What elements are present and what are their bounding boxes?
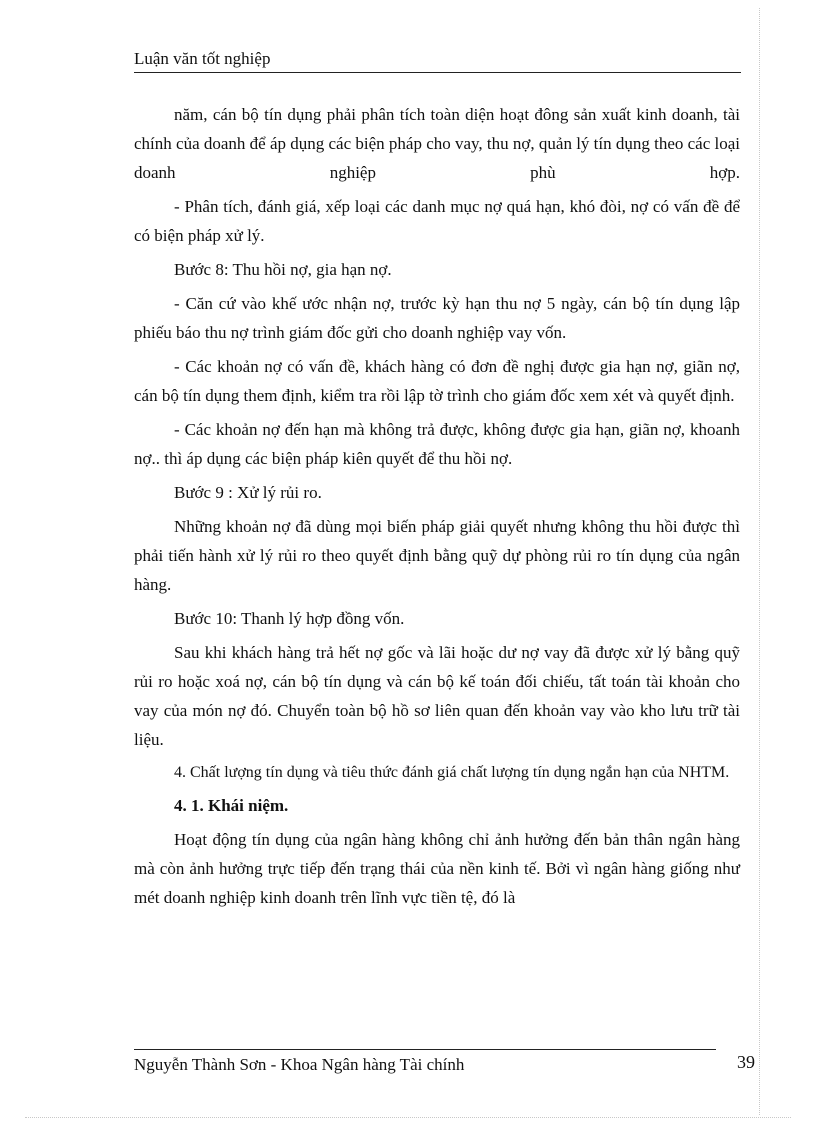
page-edge-right <box>759 8 763 1115</box>
paragraph: - Các khoản nợ đến hạn mà không trả được, không được gia hạn, giãn nợ, khoanh nợ.. thì áp dụng các biện pháp kiên quyết để thu hồi nợ. <box>134 420 740 468</box>
step-heading: Bước 10: Thanh lý hợp đồng vốn. <box>174 609 405 628</box>
footer-divider <box>134 1049 716 1050</box>
page-number: 39 <box>737 1052 755 1072</box>
page-body <box>134 100 740 917</box>
footer-author: Nguyễn Thành Sơn - Khoa Ngân hàng Tài chính <box>134 1055 465 1074</box>
subsection-heading: 4. 1. Khái niệm. <box>174 796 289 815</box>
paragraph: - Căn cứ vào khế ước nhận nợ, trước kỳ hạn thu nợ 5 ngày, cán bộ tín dụng lập phiếu báo thu nợ trình giám đốc gửi cho doanh nghiệp vay vốn. <box>134 294 740 342</box>
step-heading: Bước 9 : Xử lý rủi ro. <box>174 483 322 502</box>
paragraph: Những khoản nợ đã dùng mọi biến pháp giải quyết nhưng không thu hồi được thì phải tiến hành xử lý rủi ro theo quyết định bằng quỹ dự phòng rủi ro tín dụng của ngân hàng. <box>134 517 740 594</box>
paragraph: Hoạt động tín dụng của ngân hàng không chỉ ảnh hưởng đến bản thân ngân hàng mà còn ảnh hưởng trực tiếp đến trạng thái của nền kinh tế. Bởi vì ngân hàng giống như mét doanh nghiệp kinh doanh trên lĩnh vực tiền tệ, đó là <box>134 830 740 907</box>
page-edge-bottom <box>25 1117 791 1118</box>
paragraph: Sau khi khách hàng trả hết nợ gốc và lãi hoặc dư nợ vay đã được xử lý bằng quỹ rủi ro hoặc xoá nợ, cán bộ tín dụng và cán bộ kế toán đối chiếu, tất toán tài khoản cho vay của món nợ đó. Chuyển toàn bộ hồ sơ liên quan đến khoản vay vào kho lưu trữ tài liệu. <box>134 643 740 749</box>
paragraph: - Phân tích, đánh giá, xếp loại các danh mục nợ quá hạn, khó đòi, nợ có vấn đề để có biện pháp xử lý. <box>134 197 740 245</box>
paragraph: - Các khoản nợ có vấn đề, khách hàng có đơn đề nghị được gia hạn nợ, giãn nợ, cán bộ tín dụng them định, kiểm tra rồi lập tờ trình cho giám đốc xem xét và quyết định. <box>134 357 740 405</box>
document-title: Luận văn tốt nghiệp <box>134 49 271 68</box>
paragraph: năm, cán bộ tín dụng phải phân tích toàn diện hoạt đông sản xuất kinh doanh, tài chính của doanh để áp dụng các biện pháp cho vay, thu nợ, quản lý tín dụng theo các loại doanh nghiệp phù hợp. <box>134 105 741 182</box>
step-heading: Bước 8: Thu hồi nợ, gia hạn nợ. <box>174 260 392 279</box>
section-heading: 4. Chất lượng tín dụng và tiêu thức đánh giá chất lượng tín dụng ngắn hạn của NHTM. <box>174 764 730 781</box>
page-header <box>134 48 741 73</box>
